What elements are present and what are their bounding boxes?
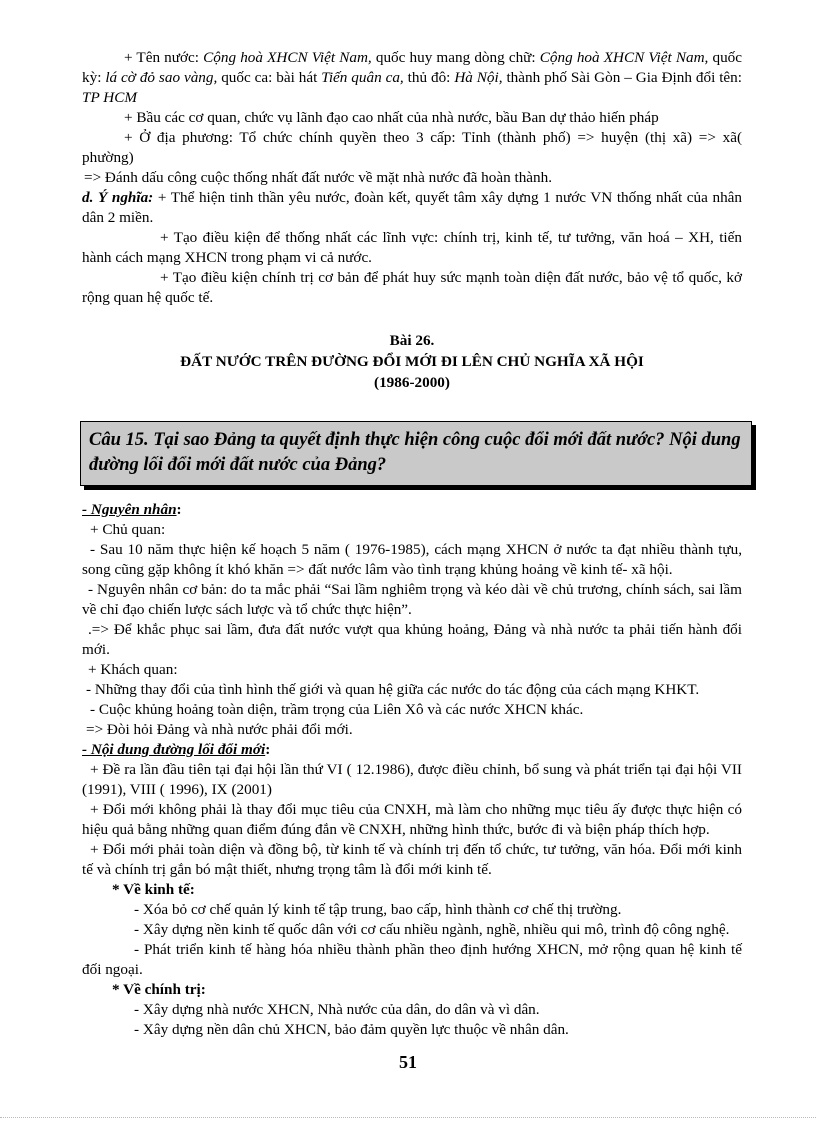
content-2: + Đổi mới không phải là thay đổi mục tiêu của CNXH, mà làm cho những mục tiêu ấy được thực hiện có hiệu quả bằng những quan điểm đúng đắn về CNXH, những hình thức, bước đi và biện pháp thích hợp.: [82, 801, 742, 838]
meaning-label: d. Ý nghĩa:: [82, 189, 154, 206]
economy-3: - Phát triển kinh tế hàng hóa nhiều thành phần theo định hướng XHCN, mở rộng quan hệ kinh tế đối ngoại.: [82, 941, 742, 978]
text-italic: Hà Nội,: [454, 69, 503, 86]
objective-2: - Cuộc khủng hoảng toàn diện, trầm trọng của Liên Xô và các nước XHCN khác.: [90, 701, 584, 718]
page-content: [82, 48, 742, 1040]
text-italic: lá cờ đỏ sao vàng,: [105, 69, 218, 86]
politics-2: - Xây dựng nền dân chủ XHCN, bảo đảm quyền lực thuộc về nhân dân.: [134, 1021, 569, 1038]
politics-heading: * Về chính trị:: [112, 981, 206, 998]
subjective-label: + Chủ quan:: [90, 521, 166, 538]
text-italic: Tiến quân ca,: [321, 69, 404, 86]
objective-label: + Khách quan:: [88, 661, 178, 678]
subjective-1: - Sau 10 năm thực hiện kế hoạch 5 năm ( 1976-1985), cách mạng XHCN ở nước ta đạt nhiều thành tựu, song cũng gặp không ít khó khăn => đất nước lâm vào tình trạng khủng hoảng về kinh tế- xã hội.: [82, 541, 742, 578]
text-italic: Cộng hoà XHCN Việt Nam,: [203, 49, 372, 66]
lesson-years: (1986-2000): [374, 374, 450, 391]
paragraph-country-name: [82, 48, 742, 108]
causes-heading: [82, 500, 742, 520]
paragraph-meaning-3: + Tạo điều kiện chính trị cơ bản để phát huy sức mạnh toàn diện đất nước, bảo vệ tổ quốc, kở rộng quan hệ quốc tế.: [82, 269, 742, 306]
causes-heading-text: - Nguyên nhân: [82, 501, 177, 518]
text: + Tên nước:: [124, 49, 204, 66]
meaning-text: + Thể hiện tinh thần yêu nước, đoàn kết, quyết tâm xây dựng 1 nước VN thống nhất của nhân dân 2 miền.: [82, 189, 742, 226]
economy-2: - Xây dựng nền kinh tế quốc dân với cơ cấu nhiều ngành, nghề, nhiều qui mô, trình độ công nghệ.: [134, 921, 730, 938]
subjective-2: - Nguyên nhân cơ bản: do ta mắc phải “Sai lầm nghiêm trọng và kéo dài về chủ trương, chính sách, sai lầm về chỉ đạo chiến lược sách lược và tổ chức thực hiện”.: [82, 581, 742, 618]
paragraph-elections: + Bầu các cơ quan, chức vụ lãnh đạo cao nhất của nhà nước, bầu Ban dự thảo hiến pháp: [124, 109, 659, 126]
lesson-title: ĐẤT NƯỚC TRÊN ĐƯỜNG ĐỔI MỚI ĐI LÊN CHỦ NGHĨA XÃ HỘI: [180, 353, 644, 370]
question-text: Câu 15. Tại sao Đảng ta quyết định thực hiện công cuộc đổi mới đất nước? Nội dung đường lối đổi mới đất nước của Đảng?: [89, 430, 741, 475]
content-3: + Đổi mới phải toàn diện và đồng bộ, từ kinh tế và chính trị đến tổ chức, tư tưởng, văn hóa. Đổi mới kinh tế và chính trị gắn bó mật thiết, nhưng trọng tâm là đổi mới kinh tế.: [82, 841, 742, 878]
paragraph-local-government: + Ở địa phương: Tổ chức chính quyền theo 3 cấp: Tỉnh (thành phố) => huyện (thị xã) => xã( phường): [82, 129, 742, 166]
economy-heading: * Về kinh tế:: [112, 881, 195, 898]
page-number: 51: [399, 1052, 417, 1072]
text-italic: TP HCM: [82, 89, 137, 106]
content-heading-text: - Nội dung đường lối đổi mới: [82, 741, 266, 758]
text: thủ đô:: [403, 69, 455, 86]
content-heading: [82, 740, 742, 760]
content-heading-colon: :: [265, 741, 271, 758]
politics-1: - Xây dựng nhà nước XHCN, Nhà nước của dân, do dân và vì dân.: [134, 1001, 540, 1018]
paragraph-meaning-2: + Tạo điều kiện để thống nhất các lĩnh vực: chính trị, kinh tế, tư tưởng, văn hoá – XH, tiến hành cách mạng XHCN trong phạm vi cả nước.: [82, 229, 742, 266]
lesson-number: Bài 26.: [389, 332, 435, 349]
text: quốc kỳ:: [82, 49, 743, 86]
subjective-3: .=> Để khắc phục sai lầm, đưa đất nước vượt qua khủng hoảng, Đảng và nhà nước ta phải tiến hành đổi mới.: [82, 621, 742, 658]
question-box: [80, 421, 752, 486]
paragraph-meaning: [82, 188, 742, 228]
objective-1: - Những thay đổi của tình hình thế giới và quan hệ giữa các nước do tác động của cách mạng KHKT.: [86, 681, 700, 698]
economy-1: - Xóa bỏ cơ chế quản lý kinh tế tập trung, bao cấp, hình thành cơ chế thị trường.: [134, 901, 622, 918]
causes-heading-colon: :: [176, 501, 182, 518]
objective-3: => Đòi hỏi Đảng và nhà nước phải đổi mới.: [86, 721, 353, 738]
paragraph-conclusion: => Đánh dấu công cuộc thống nhất đất nước về mặt nhà nước đã hoàn thành.: [84, 169, 553, 186]
content-1: + Đề ra lần đầu tiên tại đại hội lần thứ VI ( 12.1986), được điều chỉnh, bổ sung và phát triển tại đại hội VII (1991), VIII ( 1996), IX (2001): [82, 761, 742, 798]
text-italic: Cộng hoà XHCN Việt Nam,: [539, 49, 709, 66]
bottom-divider: [0, 1117, 816, 1118]
lesson-title-block: [82, 330, 742, 393]
text: thành phố Sài Gòn – Gia Định đổi tên:: [502, 69, 742, 86]
text: quốc huy mang dòng chữ:: [371, 49, 540, 66]
text: quốc ca: bài hát: [217, 69, 322, 86]
